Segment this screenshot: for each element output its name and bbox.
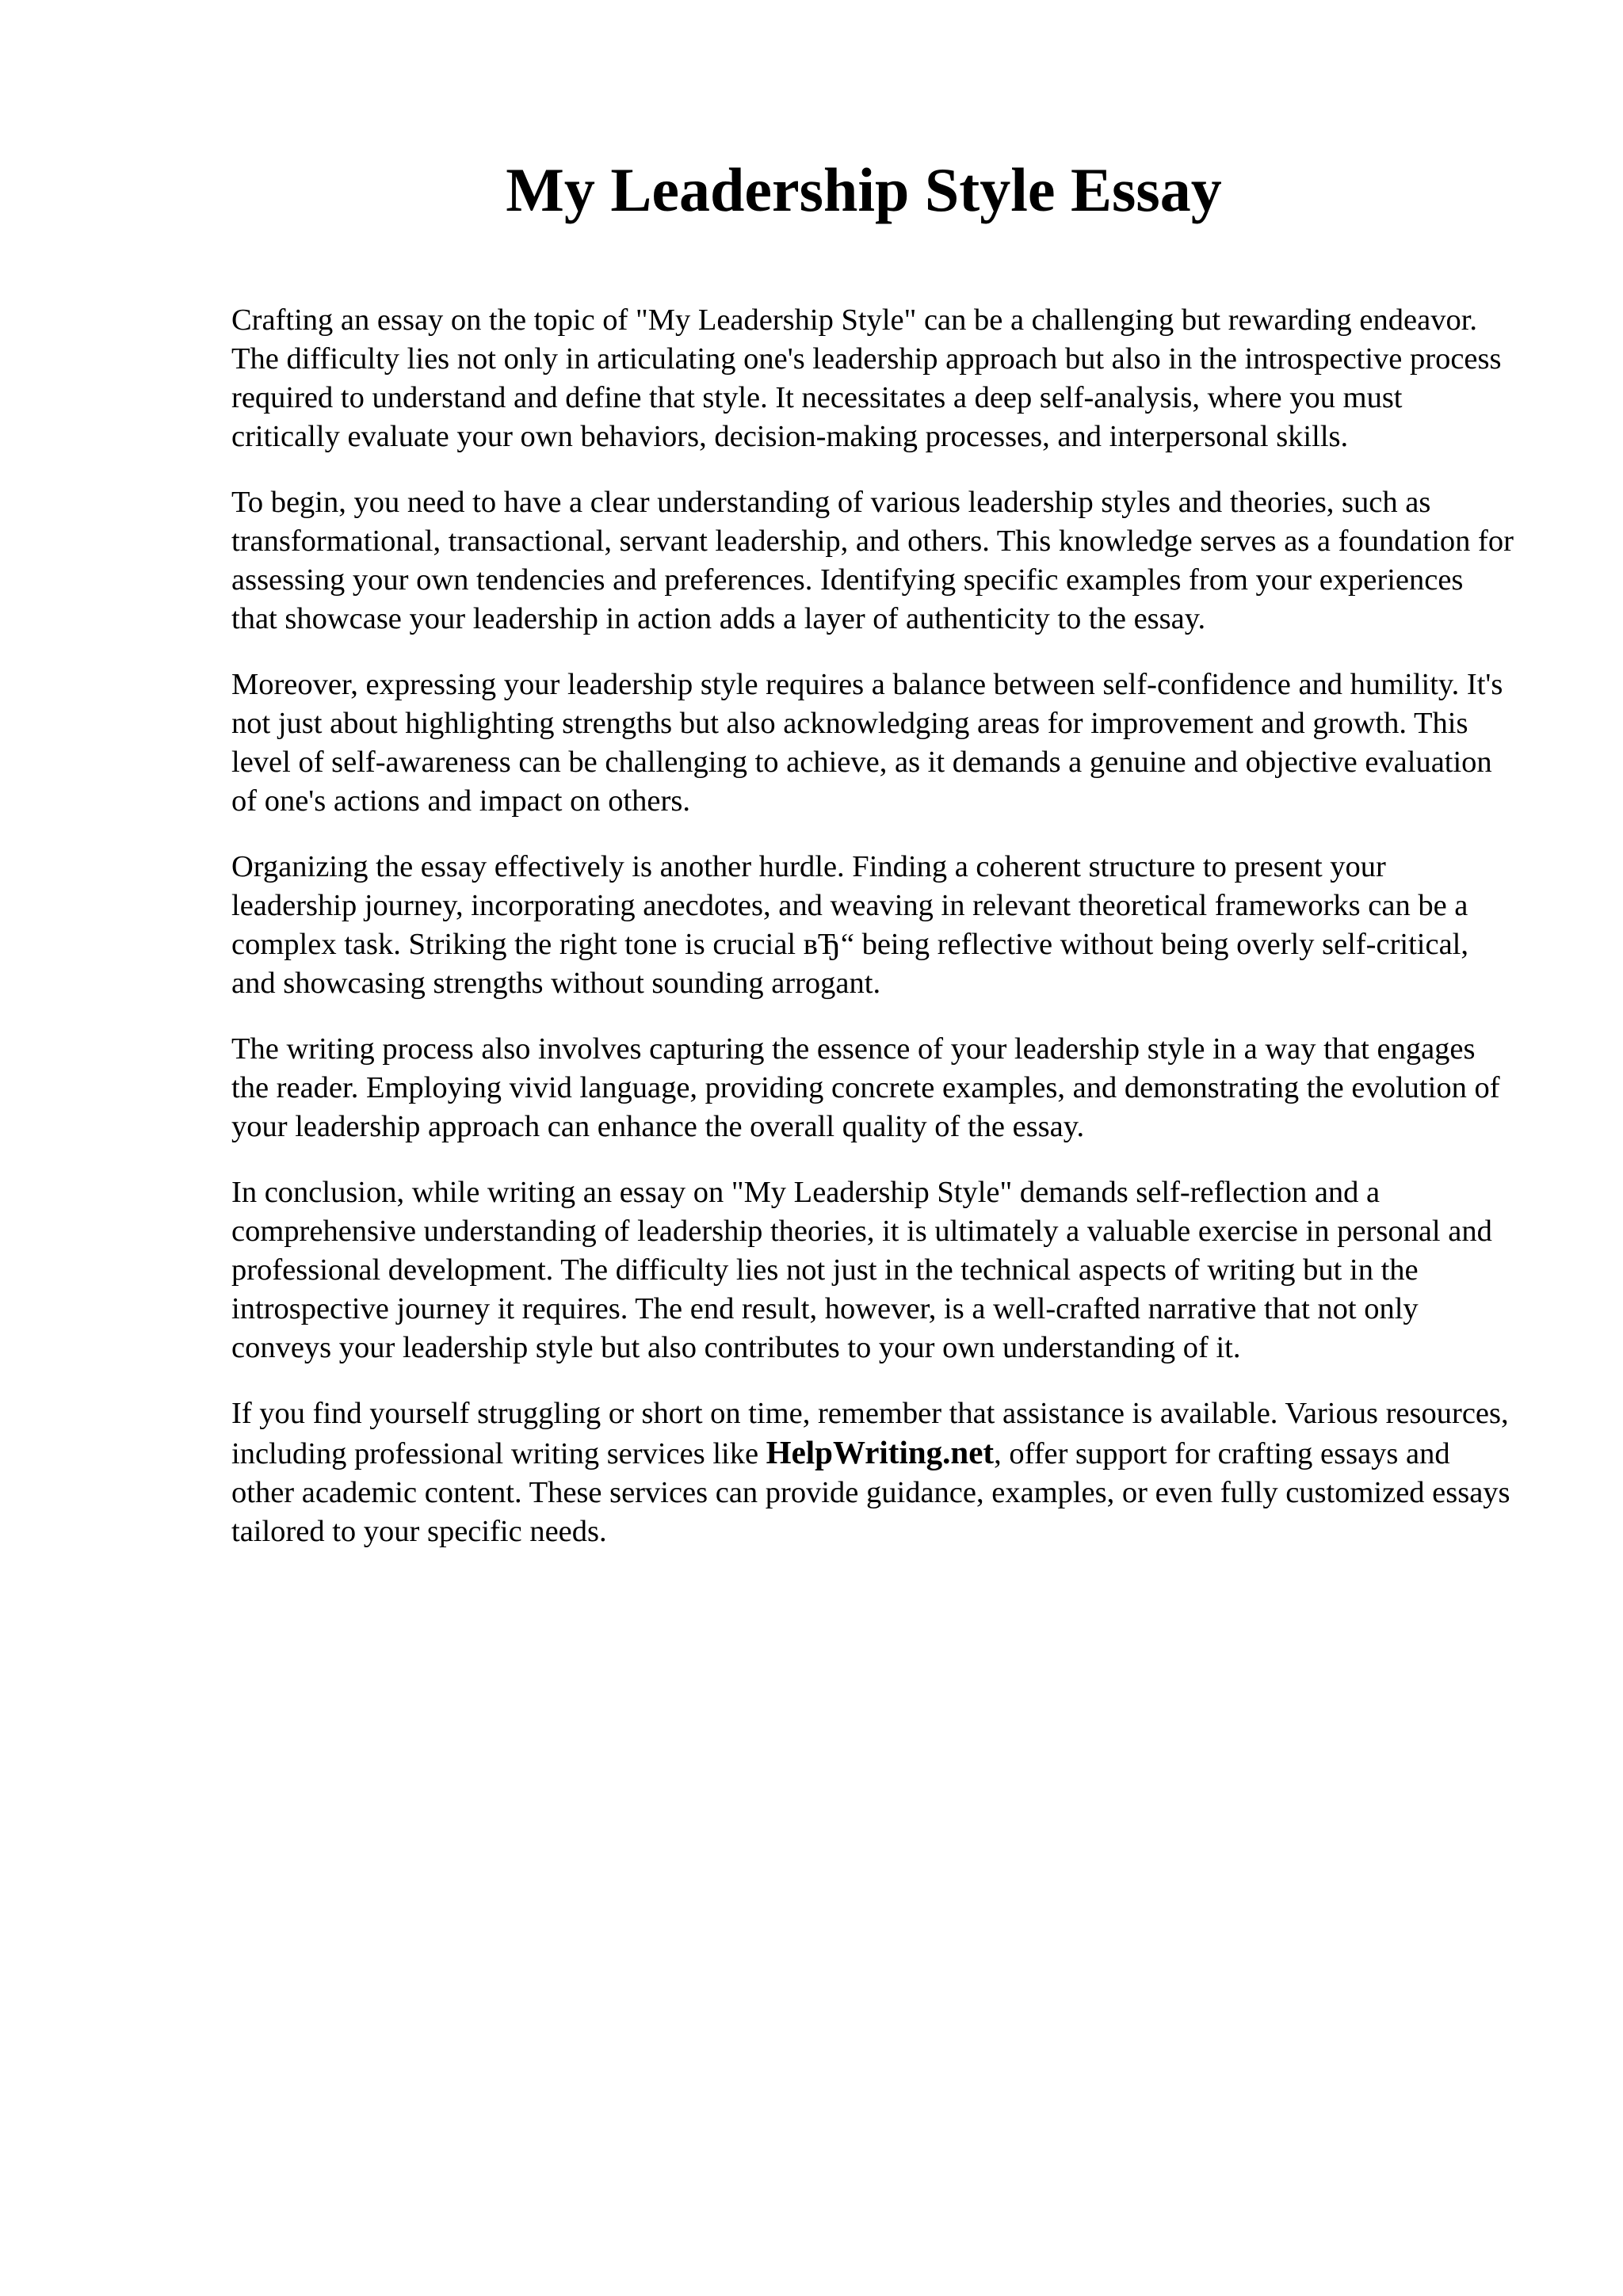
paragraph: Crafting an essay on the topic of "My Leadership Style" can be a challenging but rewarding endeavor. The difficulty lies not only in articulating one's leadership approach but also in the introspective process required to understand and define that style. It necessitates a deep self-analysis, where you must critically evaluate your own behaviors, decision-making processes, and interpersonal skills. (231, 303, 1502, 453)
brand-name: HelpWriting.net (766, 1434, 995, 1470)
paragraph: Moreover, expressing your leadership style requires a balance between self-confidence and humility. It's not just about highlighting strengths but also acknowledging areas for improvement and growth. This level of self-awareness can be challenging to achieve, as it demands a genuine and objective evaluation of one's actions and impact on others. (231, 668, 1503, 818)
document-body (231, 301, 1515, 1578)
final-paragraph-after: , offer support for crafting essays and other academic content. These services can provide guidance, examples, or even fully customized essays tailored to your specific needs. (231, 1437, 1510, 1548)
final-paragraph (231, 1394, 1515, 1551)
paragraph: In conclusion, while writing an essay on "My Leadership Style" demands self-reflection and a comprehensive understanding of leadership theories, it is ultimately a valuable exercise in personal and professional development. The difficulty lies not just in the technical aspects of writing but in the introspective journey it requires. The end result, however, is a well-crafted narrative that not only conveys your leadership style but also contributes to your own understanding of it. (231, 1176, 1492, 1364)
document-title: My Leadership Style Essay (506, 155, 1222, 224)
final-paragraph-before: If you find yourself struggling or short on time, remember that assistance is available. Various resources, including professional writing services like (231, 1397, 1509, 1470)
paragraph: To begin, you need to have a clear understanding of various leadership styles and theories, such as transformational, transactional, servant leadership, and others. This knowledge serves as a foundation for assessing your own tendencies and preferences. Identifying specific examples from your experiences that showcase your leadership in action adds a layer of authenticity to the essay. (231, 486, 1514, 635)
paragraph: The writing process also involves capturing the essence of your leadership style in a way that engages the reader. Employing vivid language, providing concrete examples, and demonstrating the evolution of your leadership approach can enhance the overall quality of the essay. (231, 1032, 1500, 1143)
paragraph: Organizing the essay effectively is another hurdle. Finding a coherent structure to present your leadership journey, incorporating anecdotes, and weaving in relevant theoretical frameworks can be a complex task. Striking the right tone is crucial вЂ“ being reflective without being overly self-critical, and showcasing strengths without sounding arrogant. (231, 850, 1468, 1000)
